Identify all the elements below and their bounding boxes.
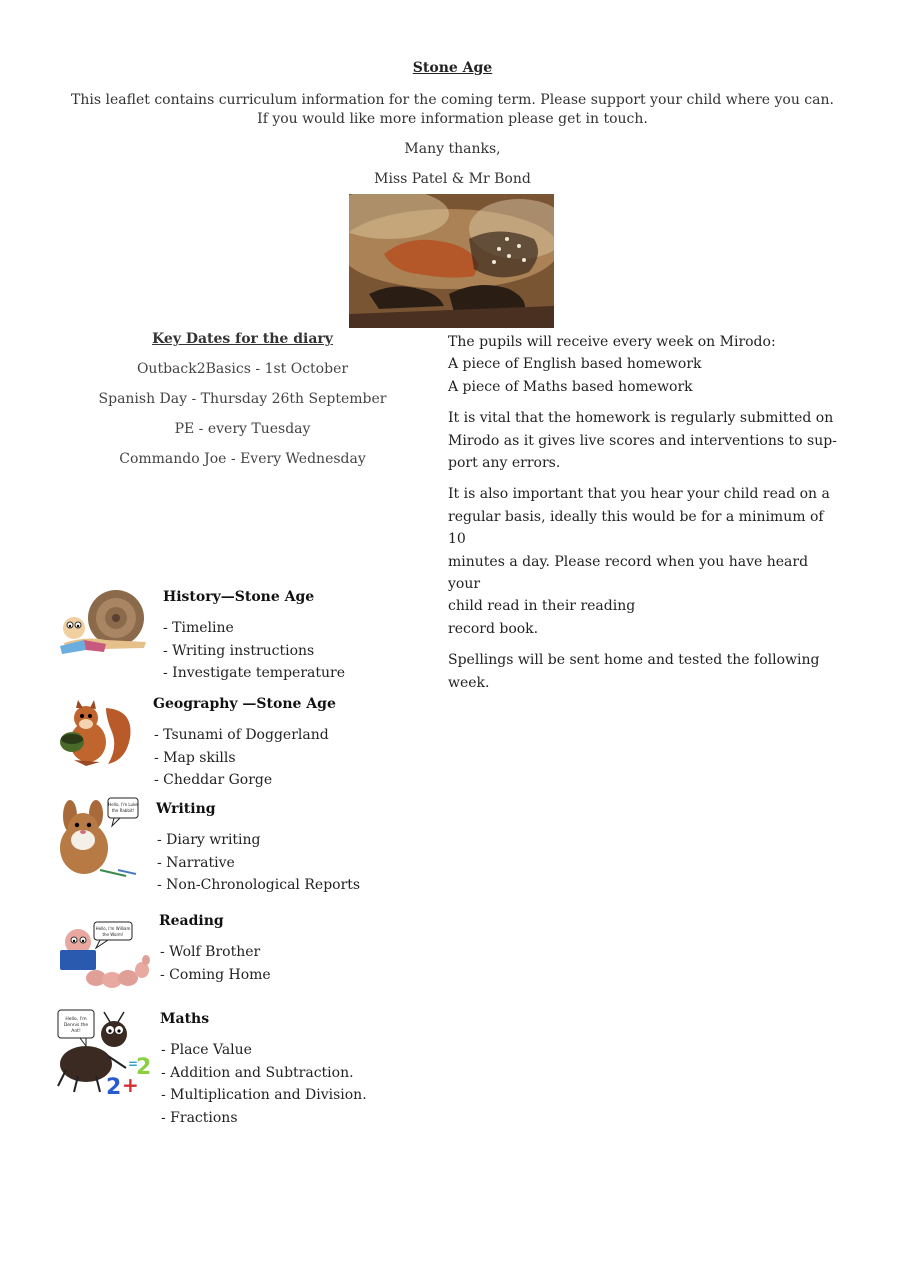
key-date-item: Outback2Basics - 1st October	[136, 361, 349, 377]
list-item: - Narrative	[157, 854, 235, 871]
squirrel-icon	[56, 698, 136, 770]
spellings-paragraph	[448, 649, 843, 694]
key-dates-section	[60, 331, 425, 481]
homework-section	[448, 331, 843, 703]
homework-paragraph	[448, 407, 843, 474]
text-line: A piece of English based homework	[448, 356, 702, 373]
text-line: A piece of Maths based homework	[448, 378, 693, 395]
text-line: Spellings will be sent home and tested the following	[448, 652, 820, 669]
svg-text:the Worm!: the Worm!	[102, 932, 124, 937]
key-dates-title: Key Dates for the diary	[152, 331, 333, 347]
subject-title-geography: Geography —Stone Age	[153, 696, 336, 712]
ant-icon	[56, 1008, 154, 1098]
text-line: week.	[448, 674, 490, 691]
page-title: Stone Age	[412, 60, 493, 76]
subject-title-writing: Writing	[156, 801, 216, 817]
cave-painting-image	[349, 194, 554, 328]
list-item: - Cheddar Gorge	[154, 772, 273, 788]
list-item: - Tsunami of Doggerland	[154, 727, 329, 743]
text-line: child read in their reading	[448, 598, 636, 615]
key-date-item: Commando Joe - Every Wednesday	[119, 451, 366, 467]
subject-title-reading: Reading	[159, 913, 224, 929]
list-item: - Place Value	[161, 1042, 252, 1058]
list-item: - Non-Chronological Reports	[157, 877, 361, 893]
thanks-text: Many thanks,	[404, 141, 501, 157]
subject-list-geography	[154, 724, 329, 792]
text-line: minutes a day. Please record when you have heard your	[448, 553, 809, 593]
svg-text:=: =	[128, 1057, 139, 1071]
text-line: Mirodo as it gives live scores and interventions to sup-	[448, 432, 837, 449]
svg-text:2: 2	[136, 1055, 152, 1080]
subject-list-maths	[161, 1039, 367, 1129]
text-line: regular basis, ideally this would be for a minimum of 10	[448, 508, 824, 548]
list-item: - Multiplication and Division.	[161, 1087, 367, 1103]
text-line: It is also important that you hear your child read on a	[448, 486, 830, 503]
svg-text:Hello, I'm: Hello, I'm	[65, 1017, 87, 1022]
snail-icon	[56, 588, 152, 658]
subject-title-history: History—Stone Age	[163, 589, 315, 605]
svg-text:the Rabbit!: the Rabbit!	[111, 808, 135, 813]
subject-title-maths: Maths	[160, 1011, 210, 1027]
list-item: - Map skills	[154, 749, 236, 766]
intro-text: This leaflet contains curriculum information for the coming term. Please support your child where you can. If you would like more information please get in touch.	[71, 92, 834, 127]
list-item: - Writing instructions	[163, 642, 315, 659]
text-line: It is vital that the homework is regularly submitted on	[448, 410, 834, 427]
list-item: - Investigate temperature	[163, 665, 345, 681]
homework-intro	[448, 331, 843, 398]
text-line: record book.	[448, 620, 539, 637]
worm-icon	[56, 920, 154, 992]
svg-text:Ant!: Ant!	[71, 1029, 81, 1034]
key-date-item: Spanish Day - Thursday 26th September	[98, 391, 387, 407]
svg-text:Dennis the: Dennis the	[63, 1023, 89, 1028]
list-item: - Fractions	[161, 1109, 238, 1126]
list-item: - Addition and Subtraction.	[161, 1064, 354, 1081]
subject-list-writing	[157, 829, 360, 897]
list-item: - Coming Home	[160, 966, 271, 983]
svg-text:2: 2	[106, 1075, 122, 1098]
text-line: port any errors.	[448, 455, 561, 472]
key-date-item: PE - every Tuesday	[174, 421, 311, 437]
reading-paragraph	[448, 483, 843, 640]
svg-text:Hello, I'm William: Hello, I'm William	[95, 926, 131, 931]
list-item: - Wolf Brother	[160, 944, 261, 960]
subject-list-reading	[160, 941, 271, 986]
svg-text:Hello, I'm Luke: Hello, I'm Luke	[108, 802, 138, 807]
list-item: - Diary writing	[157, 832, 261, 848]
signature: Miss Patel & Mr Bond	[374, 171, 531, 187]
svg-text:+: +	[122, 1073, 139, 1097]
rabbit-icon	[56, 796, 142, 880]
list-item: - Timeline	[163, 620, 234, 636]
text-line: The pupils will receive every week on Mirodo:	[448, 334, 776, 350]
subject-list-history	[163, 617, 345, 685]
